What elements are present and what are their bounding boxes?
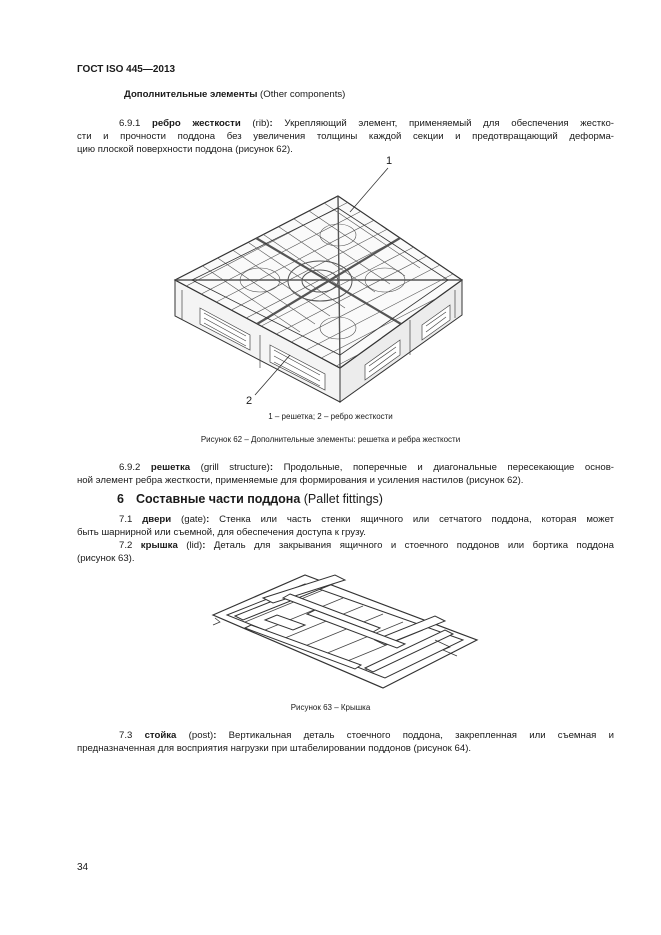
figure-62-label-1: 1: [386, 155, 393, 167]
p71-text1: Стенка или часть стенки ящичного или сетчатого поддона, которая может: [209, 514, 614, 525]
p72-number: 7.2: [119, 540, 141, 551]
p73-term: стойка: [144, 730, 177, 741]
figure-62-label-2: 2: [246, 395, 253, 407]
leader-line-1: [350, 168, 388, 212]
figure-63-caption: Рисунок 63 – Крышка: [290, 703, 371, 712]
p692-term: решетка: [150, 462, 191, 473]
section-6-english: (Pallet fittings): [300, 492, 383, 506]
p691-line1: [119, 117, 614, 130]
p691-text1: Укрепляющий элемент, применяемый для обеспечения жестко-: [272, 118, 615, 129]
document-header: ГОСТ ISO 445—2013: [77, 64, 176, 75]
figure-63-lid: [205, 570, 485, 695]
p71-colon: :: [206, 514, 210, 525]
p691-number: 6.9.1: [119, 118, 153, 129]
p73-text1: Вертикальная деталь стоечного поддона, закрепленная или съемная и: [216, 730, 614, 741]
p691-english: (rib): [240, 118, 270, 129]
p73-number: 7.3: [119, 730, 145, 741]
subsection-title: Дополнительные элементы: [124, 89, 258, 100]
figure-62-caption: Рисунок 62 – Дополнительные элементы: решетка и ребра жесткости: [200, 435, 461, 444]
p72-colon: :: [202, 540, 206, 551]
section-6-heading: [117, 492, 383, 506]
subsection-english: (Other components): [257, 89, 346, 100]
p691-line3: цию плоской поверхности поддона (рисунок 62).: [77, 144, 293, 155]
section-6-title: Составные части поддона: [135, 492, 301, 506]
p692-english: (grill structure): [190, 462, 270, 473]
p71-line1: [119, 513, 614, 526]
figure-62-pallet: [160, 150, 480, 410]
p691-term: ребро жесткости: [152, 118, 241, 129]
p71-number: 7.1: [119, 514, 143, 525]
p691-colon: :: [269, 118, 273, 129]
p72-english: (lid): [177, 540, 203, 551]
p72-line2: (рисунок 63).: [77, 553, 135, 564]
p691-line2: сти и прочности поддона без увеличения толщины каждой секции и предотвращающий деформа-: [77, 131, 614, 142]
p71-line2: быть шарнирной или съемной, для обеспечения доступа к грузу.: [77, 527, 366, 538]
section-6-number: 6: [117, 492, 124, 506]
p692-number: 6.9.2: [119, 462, 151, 473]
p71-english: (gate): [171, 514, 207, 525]
p692-text1: Продольные, поперечные и диагональные пересекающие основ-: [273, 462, 614, 473]
p73-english: (post): [176, 730, 214, 741]
p692-line1: [119, 461, 614, 474]
p73-line1: [119, 729, 614, 742]
p72-line1: [119, 539, 614, 552]
subsection-heading: [124, 89, 345, 100]
p72-text1: Деталь для закрывания ящичного и стоечного поддонов или бортика поддона: [205, 540, 614, 551]
figure-62-legend: 1 – решетка; 2 – ребро жесткости: [268, 412, 393, 421]
p692-colon: :: [269, 462, 274, 473]
page-number: 34: [77, 862, 89, 873]
p692-line2: ной элемент ребра жесткости, применяемые для формирования и усиления настилов (рисунок 62).: [77, 475, 524, 486]
p73-line2: предназначенная для восприятия нагрузки при штабелировании поддонов (рисунок 64).: [77, 743, 472, 754]
p71-term: двери: [142, 514, 172, 525]
p72-term: крышка: [140, 540, 178, 551]
p73-colon: :: [213, 730, 217, 741]
